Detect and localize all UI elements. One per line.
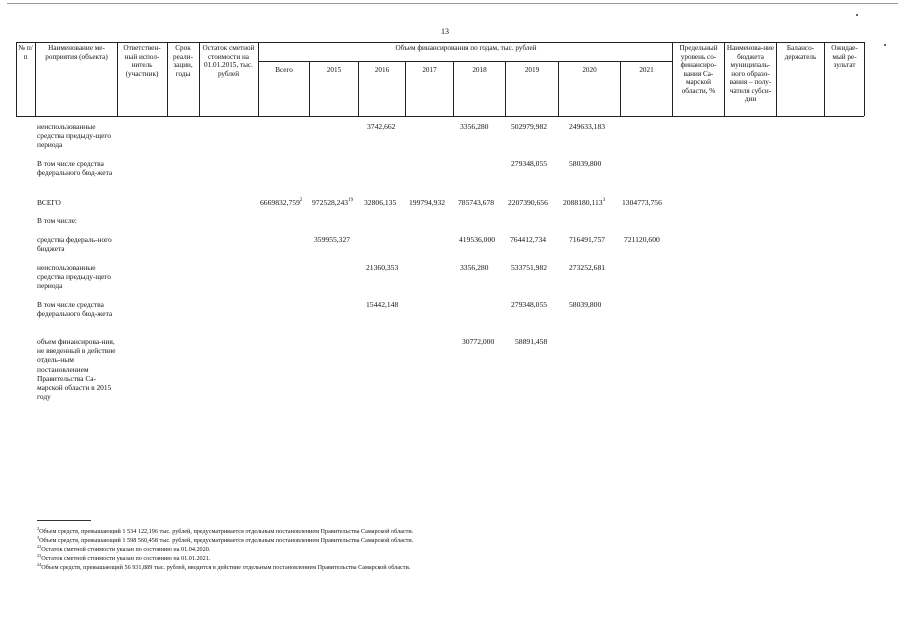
header-year: 2016 xyxy=(374,66,390,74)
cell-2016: 3742,662 xyxy=(367,122,396,131)
header-recipient-budget: Наименова-ние бюджета муниципаль-ного образо-вания – полу-чателя субси-дии xyxy=(726,44,775,103)
header-year: 2017 xyxy=(422,66,437,74)
cell-2020: 2088180,113$^3$ xyxy=(563,198,606,207)
row-label: средства федераль-ного бюджета xyxy=(37,235,112,254)
header-expected-result: Ожидае-мый ре-зультат xyxy=(831,44,858,69)
cell-2019: 279348,055 xyxy=(511,159,548,168)
cell-2020: 716491,757 xyxy=(569,235,606,244)
cell-2021: 1304773,756 xyxy=(622,198,662,207)
footnote: $^{24}$Объем средств, превышающий 56 931,889 тыс. рублей, вводится в действие отдельным постановлением Правительства Самарской области. xyxy=(37,562,411,571)
cell-2016: 15442,148 xyxy=(366,300,399,309)
header-balance-holder: Балансо-держатель xyxy=(784,44,817,61)
header-balance: Остаток сметной стоимости на 01.01.2015, тыс. рублей xyxy=(202,44,255,78)
header-volume: Объем финансирования по годам, тыс. рублей xyxy=(395,44,537,52)
header-no: № п/п xyxy=(18,44,33,61)
footnote: $^2$Объем средств, превышающий 1 534 122,196 тыс. рублей, предусматривается отдельным постановлением Правительства Самарской области. xyxy=(37,526,414,535)
scan-dot xyxy=(884,44,886,46)
col-divider xyxy=(864,42,865,116)
header-cofinancing-limit: Предельный уровень со-финансиро-вания Са-марской области, % xyxy=(679,44,718,95)
cell-2019: 533751,982 xyxy=(511,263,548,272)
row-label: В том числе: xyxy=(37,216,77,225)
cell-2020: 58039,800 xyxy=(569,300,602,309)
cell-2019: 502979,982 xyxy=(511,122,548,131)
cell-2016: 21360,353 xyxy=(366,263,399,272)
col-divider xyxy=(35,42,36,116)
cell-2020: 273252,681 xyxy=(569,263,606,272)
footnote-separator xyxy=(37,520,91,521)
cell-2019: 764412,734 xyxy=(510,235,547,244)
cell-2018: 3356,280 xyxy=(460,263,489,272)
header-year: 2021 xyxy=(639,66,654,74)
row-label: объем финансирова-ния, не введенный в действие отдель-ным постановлением Правительства Са-марской области в 2015 году xyxy=(37,337,116,402)
cell-2020: 58039,800 xyxy=(569,159,602,168)
footnote: $^{23}$Остаток сметной стоимости указан по состоянию на 01.01.2021. xyxy=(37,553,211,562)
cell-2018: 30772,000 xyxy=(462,337,495,346)
cell-2018: 785743,678 xyxy=(458,198,495,207)
header-year: 2015 xyxy=(326,66,342,74)
scan-dot xyxy=(856,14,858,16)
cell-2020: 249633,183 xyxy=(569,122,606,131)
cell-2019: 279348,055 xyxy=(511,300,548,309)
page-number: 13 xyxy=(441,27,449,36)
row-label: В том числе средства федерального бюд-жета xyxy=(37,300,113,319)
header-mid-border xyxy=(258,61,672,62)
cell-2015: 972528,243$^{19}$ xyxy=(312,198,354,207)
cell-2016: 32806,135 xyxy=(364,198,397,207)
header-bottom-border xyxy=(16,116,864,117)
header-responsible: Ответствен-ный испол-нитель (участник) xyxy=(123,44,161,78)
col-divider xyxy=(258,42,259,116)
row-label: В том числе средства федерального бюд-жета xyxy=(37,159,113,178)
cell-total: 6669832,759$^2$ xyxy=(260,198,303,207)
row-label: неиспользованные средства предыду-щего периода xyxy=(37,122,111,150)
header-year: 2018 xyxy=(472,66,487,74)
header-term: Срок реали-зации, годы xyxy=(173,44,193,78)
cell-2015: 359955,327 xyxy=(314,235,351,244)
header-year: 2020 xyxy=(582,66,597,74)
row-label: ВСЕГО xyxy=(37,198,61,207)
footnote: $^3$Объем средств, превышающий 1 598 560,458 тыс. рублей, предусматривается отдельным постановлением Правительства Самарской области. xyxy=(37,535,414,544)
cell-2021: 721120,600 xyxy=(624,235,660,244)
header-name: Наименование ме-роприятия (объекта) xyxy=(45,44,108,61)
header-top-border xyxy=(16,42,864,43)
cell-2018: 3356,280 xyxy=(460,122,489,131)
row-label: неиспользованные средства предыду-щего периода xyxy=(37,263,111,291)
header-year: 2019 xyxy=(524,66,540,74)
cell-2018: 419536,000 xyxy=(459,235,496,244)
header-total: Всего xyxy=(275,66,293,74)
cell-2017: 199794,932 xyxy=(409,198,446,207)
cell-2019: 2207390,656 xyxy=(508,198,548,207)
footnote: $^{22}$Остаток сметной стоимости указан по состоянию на 01.04.2020. xyxy=(37,544,211,553)
top-rule xyxy=(7,3,898,4)
cell-2019: 58891,458 xyxy=(515,337,548,346)
